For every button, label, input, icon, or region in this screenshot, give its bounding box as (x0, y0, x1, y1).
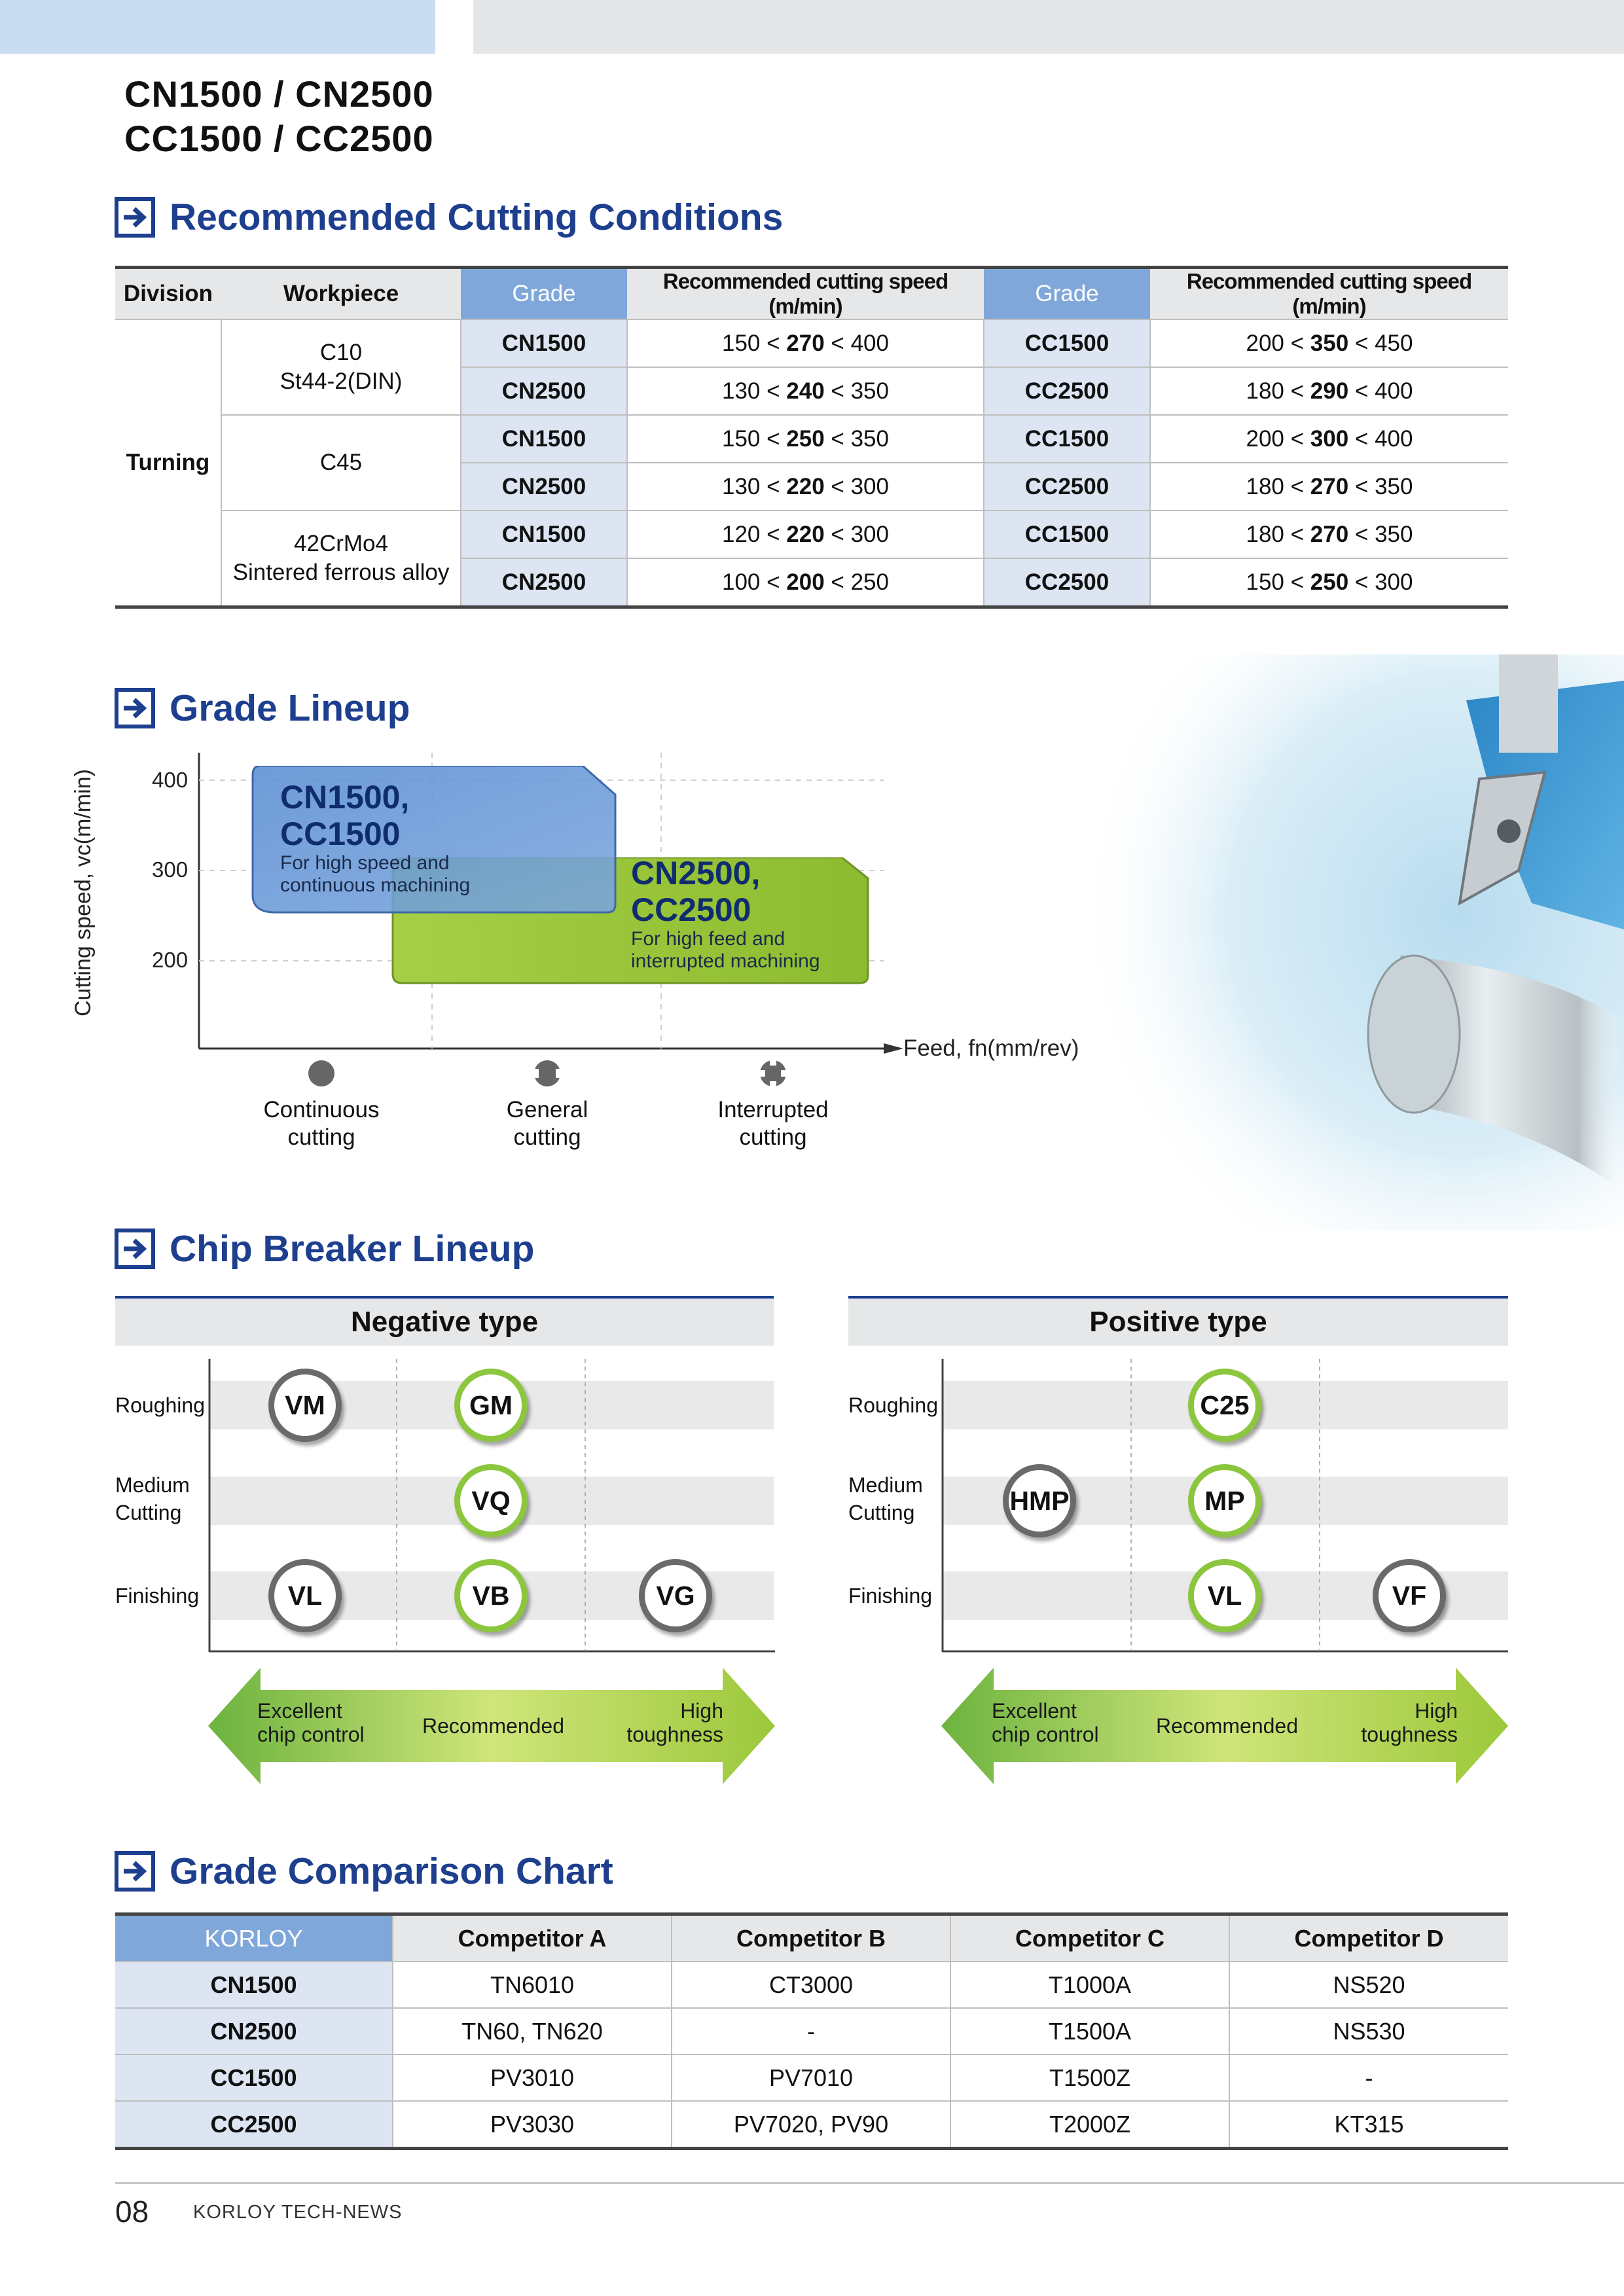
section-title: Recommended Cutting Conditions (170, 196, 784, 238)
grade-box-cn1500-text (280, 779, 470, 897)
grade-cell: CN2500 (461, 367, 627, 415)
continuous-cutting-icon (308, 1060, 335, 1087)
x-axis-label: Feed, fn(mm/rev) (903, 1035, 1079, 1061)
arrow-right-box-icon (115, 197, 155, 238)
breaker-vb[interactable]: VB (454, 1559, 528, 1632)
grade-cell: CN1500 (461, 319, 627, 367)
grade-cell: CN1500 (461, 415, 627, 463)
breaker-vf[interactable]: VF (1373, 1559, 1446, 1632)
cutting-conditions-table (115, 266, 1508, 609)
section-chip-breaker (115, 1225, 534, 1272)
header-workpiece: Workpiece (221, 268, 461, 320)
workpiece-line2: St44-2(DIN) (280, 368, 403, 394)
arrow-center-label: Recommended (422, 1714, 564, 1738)
grade-box-title: CN2500, (631, 855, 761, 891)
arrow-center-label: Recommended (1156, 1714, 1298, 1738)
positive-type-header: Positive type (848, 1296, 1508, 1346)
speed-cell: 150 < 250 < 300 (1150, 558, 1508, 607)
table-cell: T1500A (950, 2008, 1229, 2054)
speed-cell: 150 < 270 < 400 (627, 319, 984, 367)
header-competitor-b: Competitor B (672, 1914, 950, 1962)
row-label-finishing: Finishing (848, 1584, 933, 1607)
y-tick: 200 (152, 948, 189, 972)
table-row (115, 511, 1508, 558)
speed-cell: 120 < 220 < 300 (627, 511, 984, 558)
breaker-c25[interactable]: C25 (1188, 1369, 1261, 1442)
table-cell: TN60, TN620 (393, 2008, 672, 2054)
table-cell: PV7010 (672, 2054, 950, 2101)
table-row (115, 319, 1508, 367)
breaker-gm[interactable]: GM (454, 1369, 528, 1442)
grade-cell: CC1500 (984, 415, 1150, 463)
speed-cell: 180 < 290 < 400 (1150, 367, 1508, 415)
header-grade-b: Grade (984, 268, 1150, 320)
grade-box-desc: continuous machining (280, 874, 471, 896)
breaker-vl[interactable]: VL (268, 1559, 342, 1632)
interrupted-cutting-icon (759, 1060, 787, 1087)
y-axis-label: Cutting speed, vc(m/min) (71, 769, 96, 1016)
speed-cell: 130 < 220 < 300 (627, 463, 984, 511)
table-cell: PV3030 (393, 2101, 672, 2149)
breaker-hmp[interactable]: HMP (1003, 1464, 1076, 1537)
breaker-mp[interactable]: MP (1188, 1464, 1261, 1537)
grade-box-title: CC2500 (631, 891, 751, 928)
header-division: Division (115, 268, 221, 320)
workpiece-cell (221, 319, 461, 415)
grade-cell: CN1500 (461, 511, 627, 558)
arrow-right-box-icon (115, 1851, 155, 1892)
table-row (115, 2101, 1508, 2149)
speed-cell: 100 < 200 < 250 (627, 558, 984, 607)
section-title: Grade Lineup (170, 687, 410, 729)
y-tick: 300 (152, 857, 189, 882)
section-title: Grade Comparison Chart (170, 1850, 613, 1892)
grade-cell: CC2500 (984, 558, 1150, 607)
table-cell: - (672, 2008, 950, 2054)
table-cell: T2000Z (950, 2101, 1229, 2149)
header-bar-left (0, 0, 435, 54)
header-speed-b: Recommended cutting speed (m/min) (1150, 268, 1508, 320)
speed-cell: 180 < 270 < 350 (1150, 511, 1508, 558)
speed-cell: 180 < 270 < 350 (1150, 463, 1508, 511)
y-tick: 400 (152, 768, 189, 792)
breaker-vm[interactable]: VM (268, 1369, 342, 1442)
speed-cell: 200 < 300 < 400 (1150, 415, 1508, 463)
table-cell: TN6010 (393, 1962, 672, 2008)
header-korloy: KORLOY (115, 1914, 393, 1962)
x-axis-arrowhead (884, 1043, 903, 1054)
table-cell: - (1229, 2054, 1508, 2101)
table-cell: CT3000 (672, 1962, 950, 2008)
grade-box-desc: For high speed and (280, 852, 450, 874)
header-competitor-d: Competitor D (1229, 1914, 1508, 1962)
table-row (115, 2054, 1508, 2101)
grade-box-title: CC1500 (280, 816, 401, 852)
section-title: Chip Breaker Lineup (170, 1228, 535, 1270)
speed-cell: 150 < 250 < 350 (627, 415, 984, 463)
publication-name: KORLOY TECH-NEWS (193, 2202, 403, 2223)
speed-cell: 200 < 350 < 450 (1150, 319, 1508, 367)
header-competitor-a: Competitor A (393, 1914, 672, 1962)
cutting-type-label: Interrupted cutting (717, 1097, 829, 1150)
grade-box-desc: interrupted machining (631, 950, 820, 972)
grade-cell: CC1500 (984, 319, 1150, 367)
section-grade-lineup (115, 685, 410, 732)
korloy-grade-cell: CN1500 (115, 1962, 393, 2008)
arrow-left-label: Excellent chip control (257, 1699, 365, 1746)
workpiece-cell (221, 511, 461, 607)
table-cell: T1500Z (950, 2054, 1229, 2101)
grade-box-title: CN1500, (280, 779, 410, 816)
footer-divider (115, 2182, 1624, 2184)
table-row (115, 2008, 1508, 2054)
header-grade-a: Grade (461, 268, 627, 320)
table-cell: KT315 (1229, 2101, 1508, 2149)
grade-cell: CC2500 (984, 367, 1150, 415)
arrow-right-label: High toughness (626, 1699, 723, 1746)
grade-cell: CC1500 (984, 511, 1150, 558)
workpiece-line1: 42CrMo4 (294, 531, 388, 556)
breaker-vg[interactable]: VG (639, 1559, 712, 1632)
page-number: 08 (115, 2195, 149, 2229)
grade-comparison-table (115, 1912, 1508, 2150)
product-title (124, 72, 434, 161)
table-row (115, 1962, 1508, 2008)
grade-box-cn2500-text (631, 855, 820, 973)
table-row (115, 415, 1508, 463)
cutting-type-label: General cutting (506, 1097, 588, 1150)
header-bar-right (473, 0, 1624, 54)
division-cell: Turning (115, 319, 221, 607)
table-cell: T1000A (950, 1962, 1229, 2008)
row-label-roughing: Roughing (848, 1393, 938, 1417)
row-label-finishing: Finishing (115, 1584, 200, 1607)
header-speed-a: Recommended cutting speed (m/min) (627, 268, 984, 320)
speed-cell: 130 < 240 < 350 (627, 367, 984, 415)
machining-illustration (1074, 655, 1624, 1230)
product-title-line1: CN1500 / CN2500 (124, 73, 434, 115)
row-label-medium: Medium Cutting (115, 1473, 190, 1524)
section-comparison (115, 1848, 613, 1895)
row-label-medium: Medium Cutting (848, 1473, 923, 1524)
table-header-row (115, 268, 1508, 320)
korloy-grade-cell: CC1500 (115, 2054, 393, 2101)
general-cutting-icon (533, 1060, 561, 1087)
arrow-right-box-icon (115, 688, 155, 728)
table-cell: PV7020, PV90 (672, 2101, 950, 2149)
table-cell: PV3010 (393, 2054, 672, 2101)
table-cell: NS530 (1229, 2008, 1508, 2054)
table-cell: NS520 (1229, 1962, 1508, 2008)
row-label-roughing: Roughing (115, 1393, 205, 1417)
negative-type-header: Negative type (115, 1296, 774, 1346)
breaker-vq[interactable]: VQ (454, 1464, 528, 1537)
workpiece-line1: C10 (319, 340, 363, 365)
arrow-right-box-icon (115, 1229, 155, 1269)
arrow-right-label: High toughness (1361, 1699, 1458, 1746)
workpiece-line2: Sintered ferrous alloy (232, 560, 450, 585)
product-title-line2: CC1500 / CC2500 (124, 118, 434, 159)
workpiece-cell: C45 (221, 415, 461, 511)
breaker-vl-positive[interactable]: VL (1188, 1559, 1261, 1632)
arrow-left-label: Excellent chip control (992, 1699, 1099, 1746)
cutting-type-label: Continuous cutting (263, 1097, 380, 1150)
grade-box-desc: For high feed and (631, 928, 785, 950)
table-header-row (115, 1914, 1508, 1962)
section-cutting-conditions (115, 194, 783, 241)
korloy-grade-cell: CC2500 (115, 2101, 393, 2149)
header-competitor-c: Competitor C (950, 1914, 1229, 1962)
korloy-grade-cell: CN2500 (115, 2008, 393, 2054)
grade-cell: CC2500 (984, 463, 1150, 511)
grade-cell: CN2500 (461, 558, 627, 607)
grade-cell: CN2500 (461, 463, 627, 511)
